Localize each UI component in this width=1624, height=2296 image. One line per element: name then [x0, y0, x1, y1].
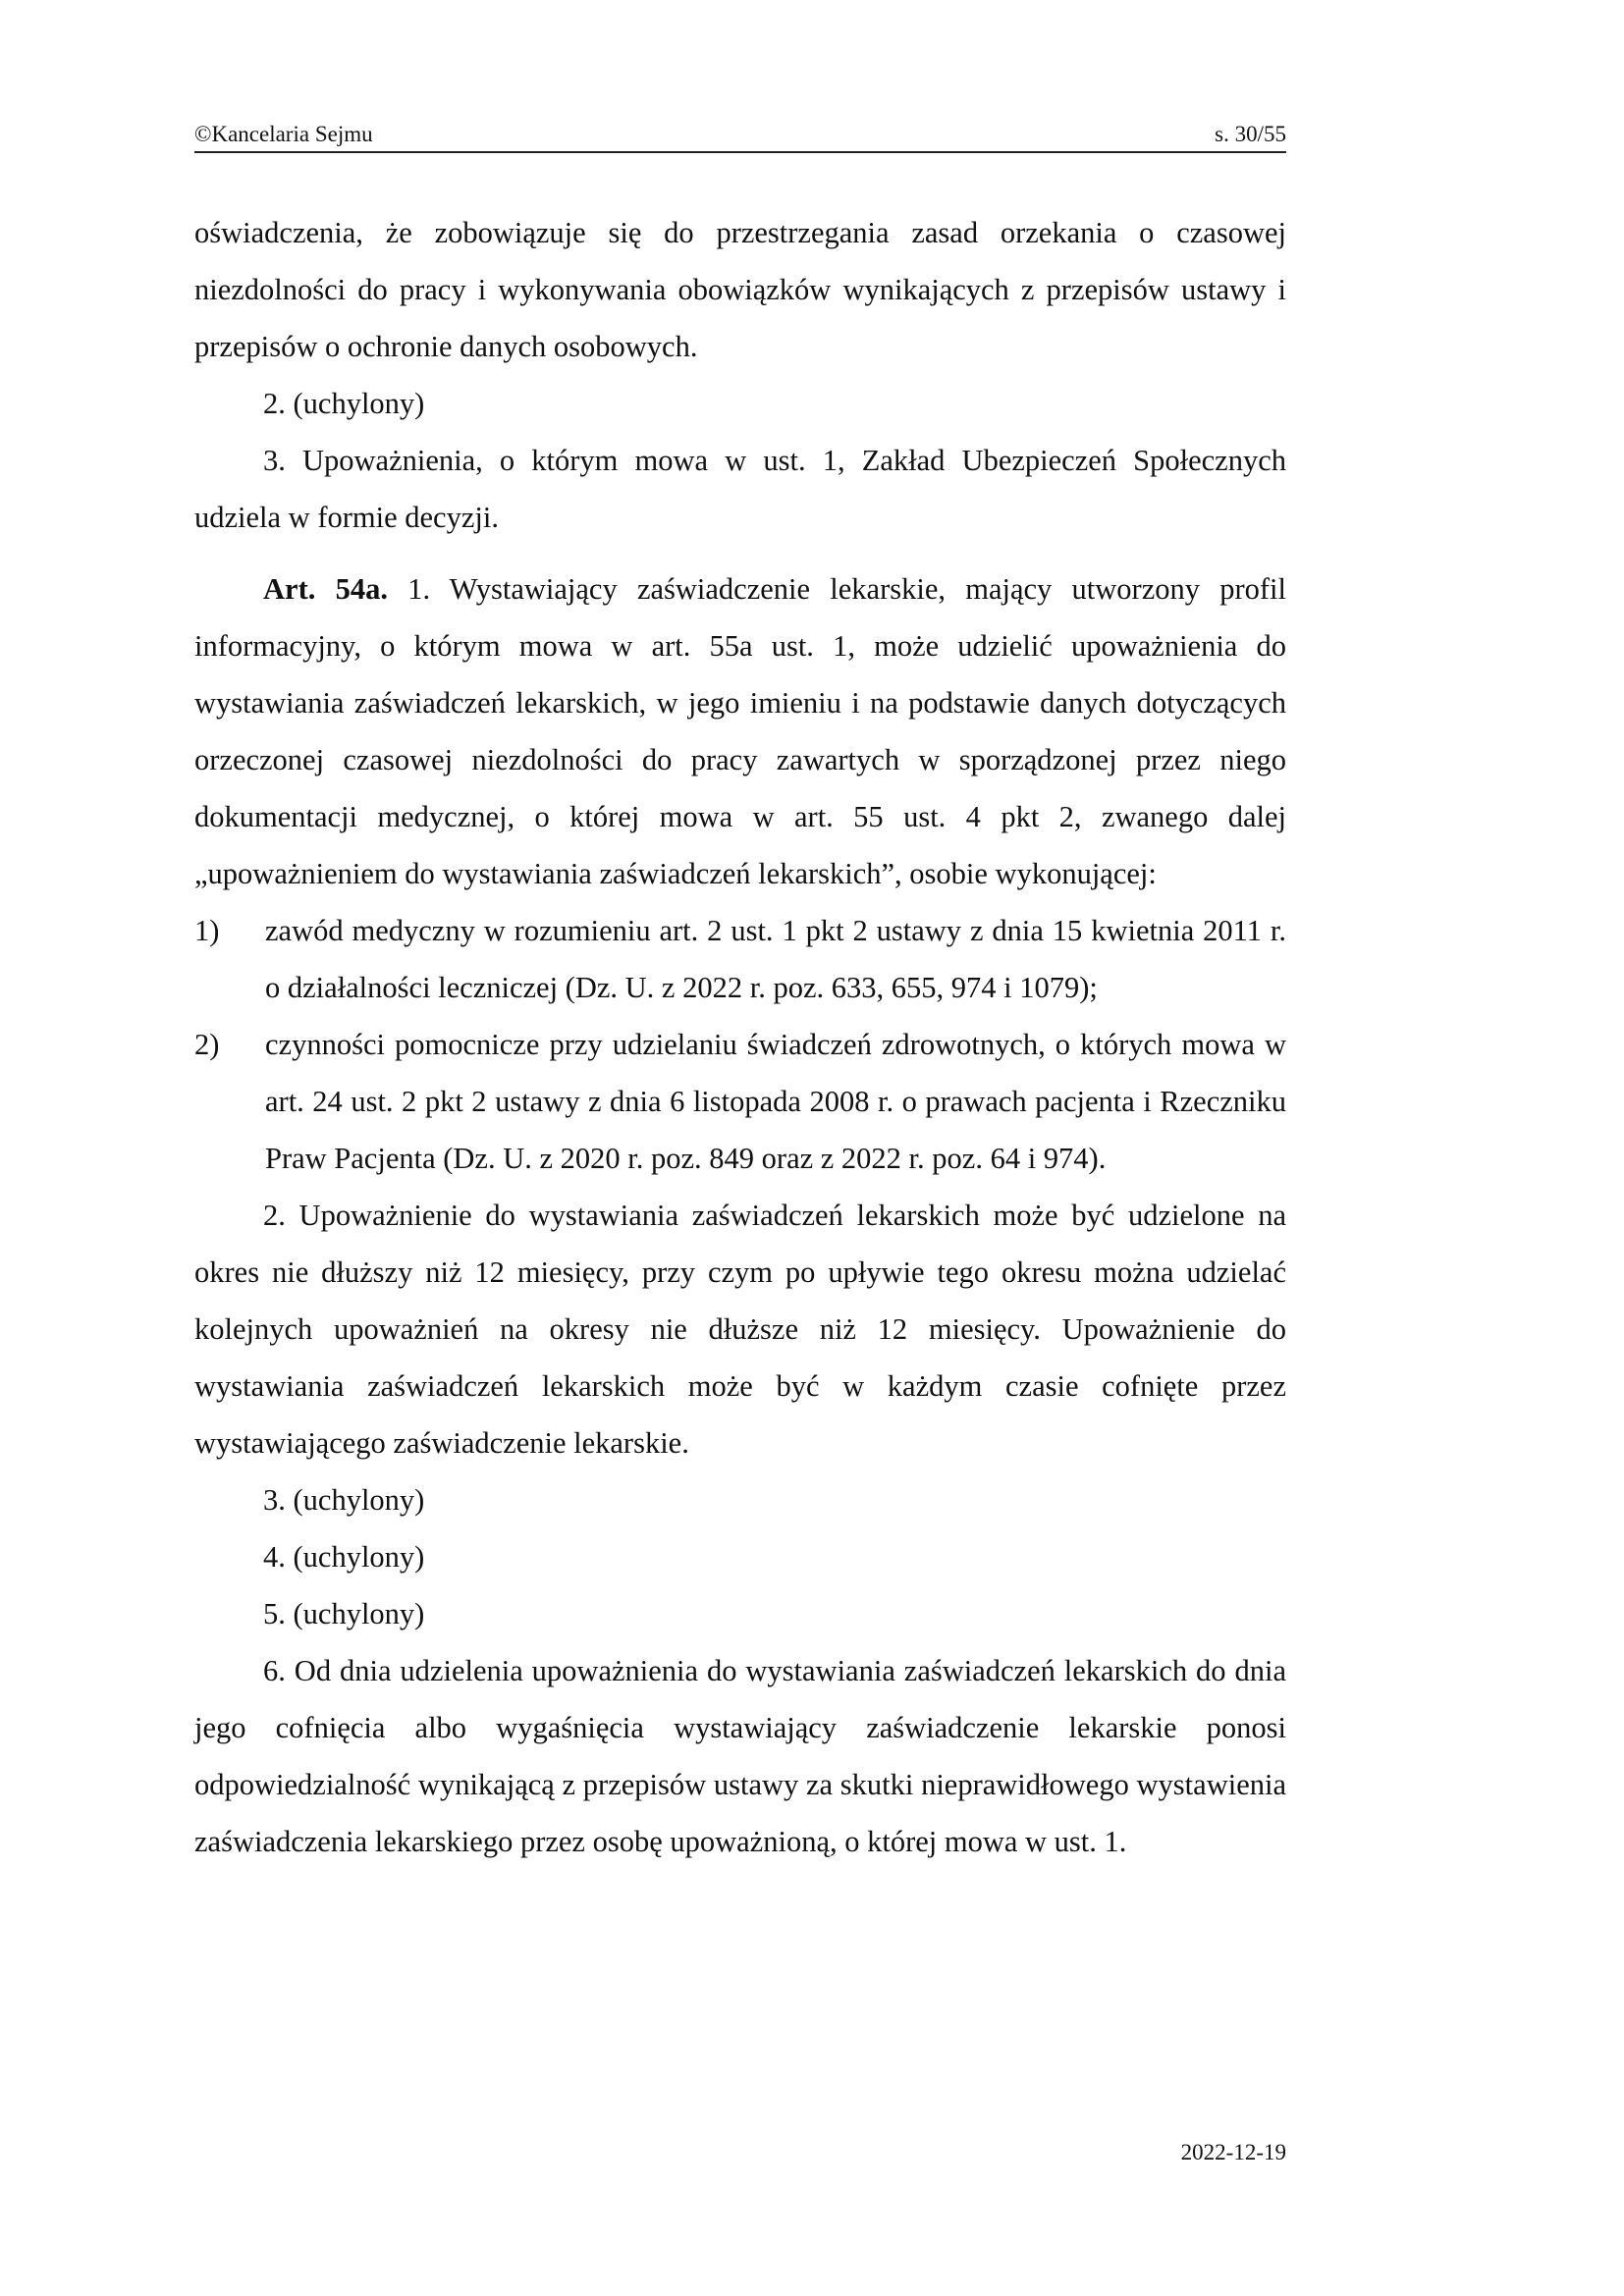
article-54a-ust-4-repealed: 4. (uchylony) [263, 1540, 425, 1574]
document-body [194, 204, 1286, 1870]
article-text: 1. Wystawiający zaświadczenie lekarskie, mający utworzony profil informacyjny, o którym mowa w art. 55a ust. 1, może udzielić upoważnienia do wystawiania zaświadczeń lekarskich, w jego imieniu i na podstawie danych dotyczących orzeczonej czasowej niezdolności do pracy zawartych w sporządzonej przez niego dokumentacji medycznej, o której mowa w art. 55 ust. 4 pkt 2, zwanego dalej „upoważnieniem do wystawiania zaświadczeń lekarskich”, osobie wykonującej: [194, 572, 1286, 890]
article-label: Art. 54a. [263, 572, 388, 606]
header-publisher: ©Kancelaria Sejmu [194, 122, 373, 146]
page-footer-date: 2022-12-19 [1180, 2140, 1286, 2164]
list-item [194, 902, 1286, 1016]
article-54a-ust-2: 2. Upoważnienie do wystawiania zaświadczeń lekarskich może być udzielone na okres nie dłuższy niż 12 miesięcy, przy czym po upływie tego okresu można udzielać kolejnych upoważnień na okresy nie dłuższe niż 12 miesięcy. Upoważnienie do wystawiania zaświadczeń lekarskich może być w każdym czasie cofnięte przez wystawiającego zaświadczenie lekarskie. [194, 1199, 1286, 1460]
article-54a-ust-6: 6. Od dnia udzielenia upoważnienia do wystawiania zaświadczeń lekarskich do dnia jego cofnięcia albo wygaśnięcia wystawiający zaświadczenie lekarskie ponosi odpowiedzialność wynikającą z przepisów ustawy za skutki nieprawidłowego wystawienia zaświadczenia lekarskiego przez osobę upoważnioną, o której mowa w ust. 1. [194, 1654, 1286, 1858]
list-item-text: czynności pomocnicze przy udzielaniu świadczeń zdrowotnych, o których mowa w art. 24 ust. 2 pkt 2 ustawy z dnia 6 listopada 2008 r. o prawach pacjenta i Rzeczniku Praw Pacjenta (Dz. U. z 2020 r. poz. 849 oraz z 2022 r. poz. 64 i 974). [265, 1028, 1286, 1175]
page-header [194, 120, 1286, 153]
article-54a-ust-1 [194, 561, 1286, 902]
list-item [194, 1016, 1286, 1187]
paragraph-ust-3: 3. Upoważnienia, o którym mowa w ust. 1, Zakład Ubezpieczeń Społecznych udziela w formie decyzji. [194, 444, 1286, 534]
list-item-number: 2) [194, 1028, 220, 1061]
list-item-text: zawód medyczny w rozumieniu art. 2 ust. 1 pkt 2 ustawy z dnia 15 kwietnia 2011 r. o działalności leczniczej (Dz. U. z 2022 r. poz. 633, 655, 974 i 1079); [265, 914, 1286, 1004]
article-54a-ust-5-repealed: 5. (uchylony) [263, 1597, 425, 1630]
paragraph-ust-2-repealed: 2. (uchylony) [263, 387, 425, 420]
list-item-number: 1) [194, 914, 220, 947]
paragraph-continuation: oświadczenia, że zobowiązuje się do przestrzegania zasad orzekania o czasowej niezdolności do pracy i wykonywania obowiązków wynikających z przepisów ustawy i przepisów o ochronie danych osobowych. [194, 216, 1286, 363]
article-54a-ust-3-repealed: 3. (uchylony) [263, 1483, 425, 1517]
header-page-number: s. 30/55 [1215, 122, 1286, 146]
